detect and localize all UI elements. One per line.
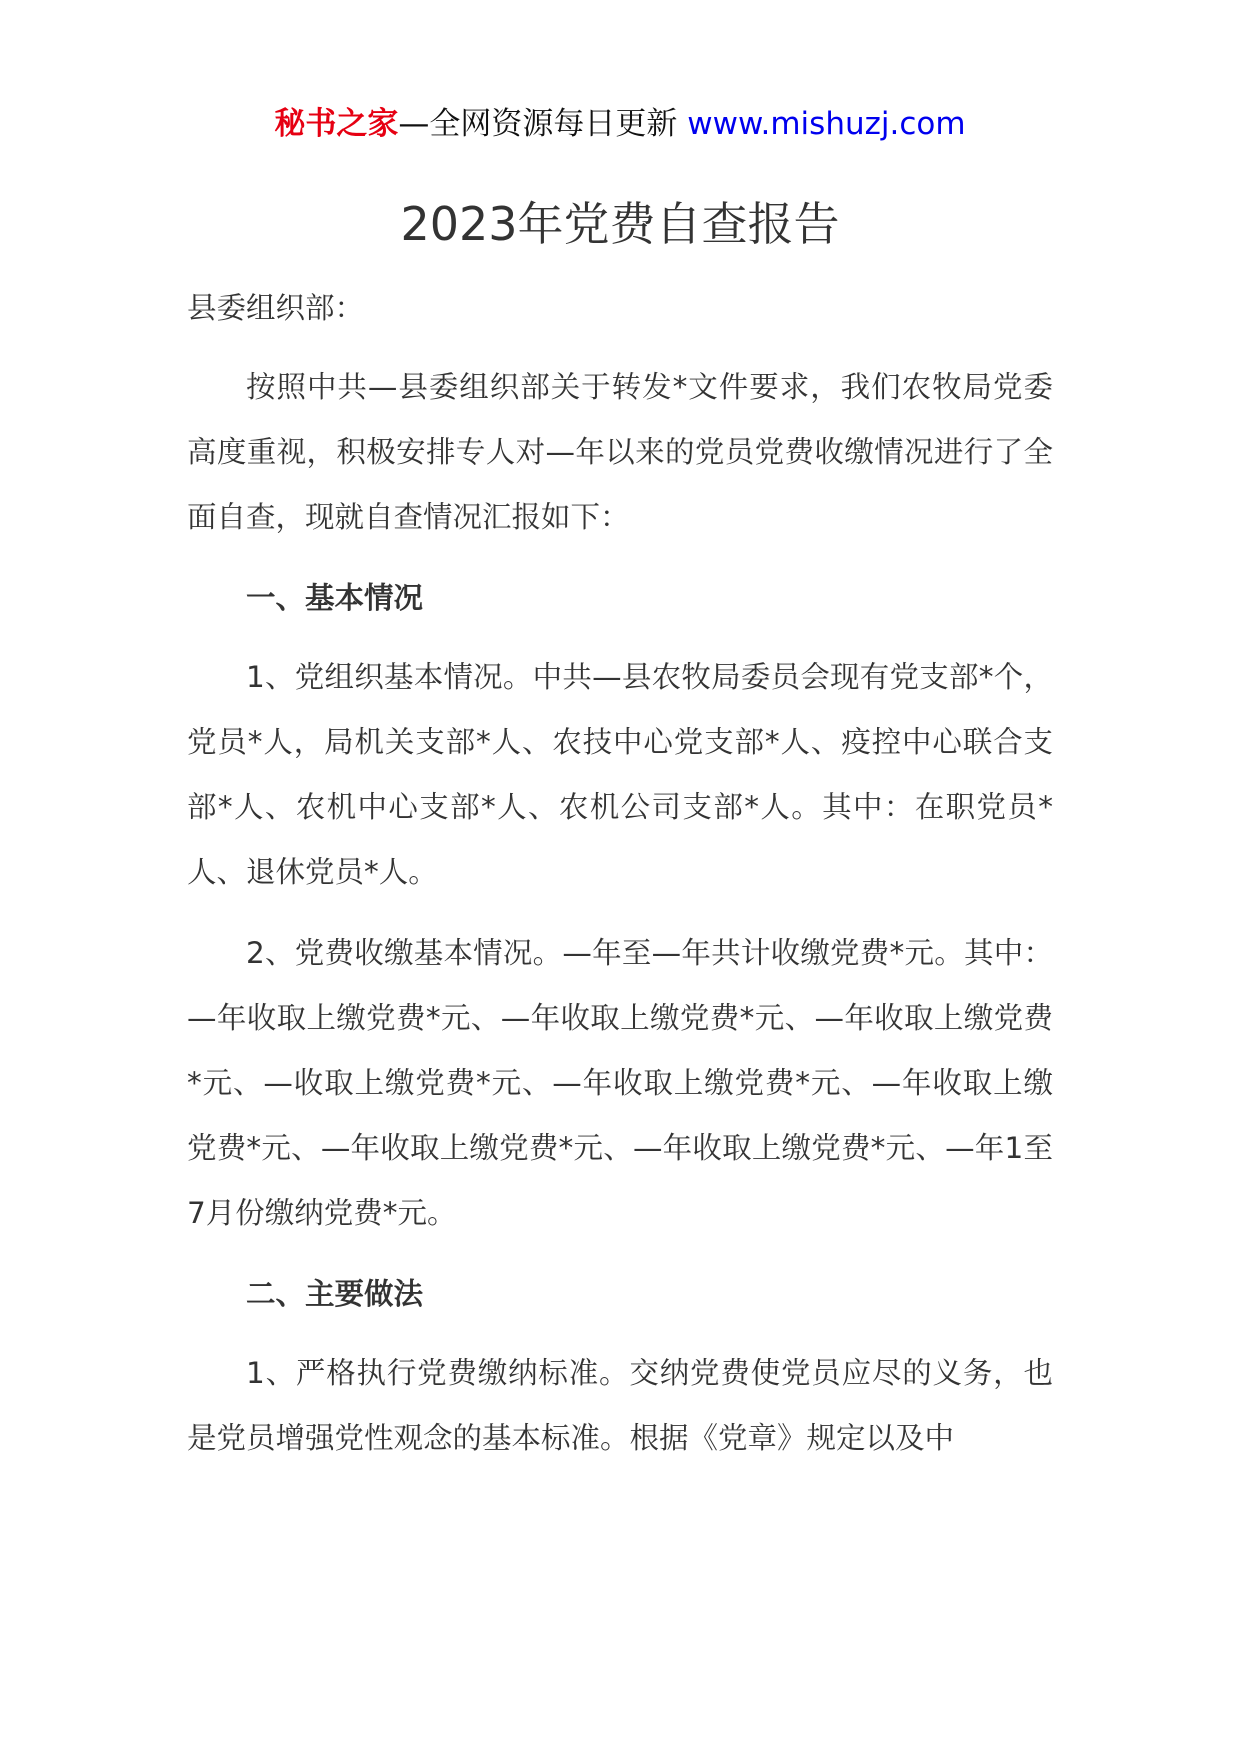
site-header-banner xyxy=(0,100,1240,148)
intro-paragraph: 按照中共—县委组织部关于转发*文件要求，我们农牧局党委高度重视，积极安排专人对—年以来的党员党费收缴情况进行了全面自查，现就自查情况汇报如下： xyxy=(187,370,1053,534)
paragraph-dues-standard: 1、严格执行党费缴纳标准。交纳党费使党员应尽的义务，也是党员增强党性观念的基本标准。根据《党章》规定以及中 xyxy=(187,1356,1053,1455)
site-url-link[interactable]: www.mishuzj.com xyxy=(687,106,966,142)
section-heading-main-practices: 二、主要做法 xyxy=(246,1277,424,1311)
document-title: 2023年党费自查报告 xyxy=(400,197,840,251)
site-brand-name: 秘书之家 xyxy=(274,106,399,142)
paragraph-party-organization: 1、党组织基本情况。中共—县农牧局委员会现有党支部*个，党员*人，局机关支部*人、农技中心党支部*人、疫控中心联合支部*人、农机中心支部*人、农机公司支部*人。其中：在职党员*人、退休党员*人。 xyxy=(187,660,1053,889)
paragraph-dues-collection: 2、党费收缴基本情况。—年至—年共计收缴党费*元。其中：—年收取上缴党费*元、—年收取上缴党费*元、—年收取上缴党费*元、—收取上缴党费*元、—年收取上缴党费*元、—年收取上缴党费*元、—年收取上缴党费*元、—年收取上缴党费*元、—年1至7月份缴纳党费*元。 xyxy=(187,936,1053,1230)
salutation: 县委组织部： xyxy=(187,291,365,325)
site-slogan: —全网资源每日更新 xyxy=(398,106,688,142)
document-body xyxy=(187,276,1053,1487)
section-heading-basic-situation: 一、基本情况 xyxy=(246,581,424,615)
